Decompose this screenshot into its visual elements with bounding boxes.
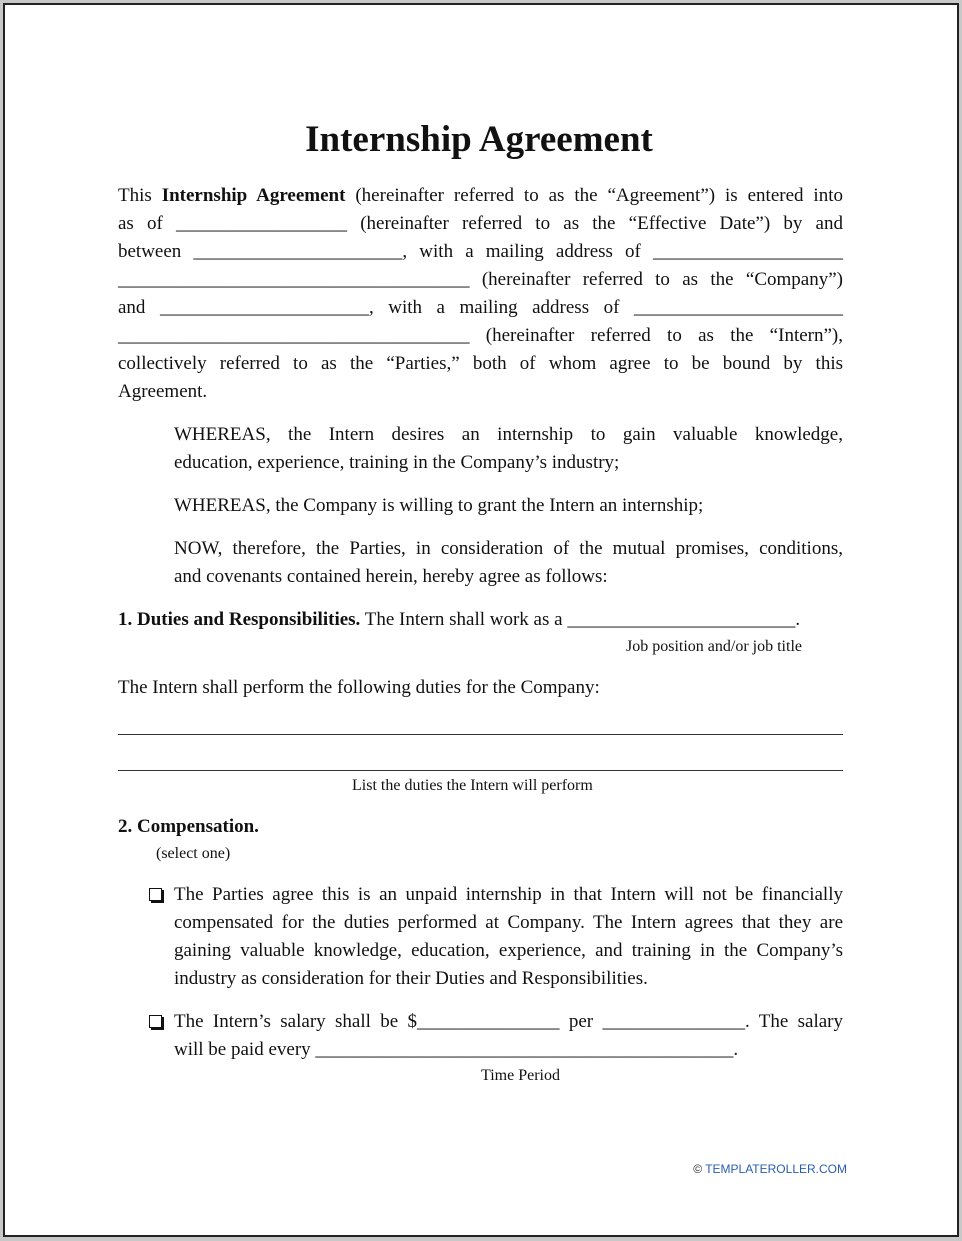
intro-line: as of __________________ (hereinafter referred to as the “Effective Date”) by and (118, 213, 843, 234)
section-2-heading: 2. Compensation. (118, 816, 259, 837)
duties-intro: The Intern shall perform the following duties for the Company: (118, 677, 600, 698)
now-line: NOW, therefore, the Parties, in consideration of the mutual promises, conditions, (174, 538, 843, 559)
footer-text: TEMPLATEROLLER.COM (705, 1162, 847, 1176)
intro-line: and ______________________, with a mailing address of ______________________ (118, 297, 843, 318)
select-one-note: (select one) (156, 845, 231, 862)
footer-link[interactable] (693, 1162, 847, 1176)
intro-text: This (118, 185, 152, 206)
option-unpaid-line: compensated for the duties performed at Company. The Intern agrees that they are (174, 912, 843, 933)
intro-line: between ______________________, with a mailing address of ____________________ (118, 241, 843, 262)
option-unpaid-line: The Parties agree this is an unpaid internship in that Intern will not be financially (174, 884, 843, 905)
whereas-line: WHEREAS, the Intern desires an internship to gain valuable knowledge, (174, 424, 843, 445)
whereas-line: WHEREAS, the Company is willing to grant the Intern an internship; (174, 495, 704, 516)
duties-caption: List the duties the Intern will perform (352, 777, 593, 794)
intro-text: (hereinafter referred to as the “Agreement”) is entered into (355, 185, 843, 206)
intro-line: Agreement. (118, 381, 208, 402)
option-salary-line: will be paid every ____________________________________________. (174, 1039, 739, 1060)
duties-blank-line[interactable] (118, 734, 843, 735)
option-unpaid-line: industry as consideration for their Duties and Responsibilities. (174, 968, 648, 989)
option-unpaid-line: gaining valuable knowledge, education, experience, and training in the Company’s (174, 940, 843, 961)
intro-bold: Internship Agreement (161, 185, 346, 206)
checkbox-unpaid[interactable] (149, 888, 162, 901)
job-title-caption: Job position and/or job title (626, 638, 802, 655)
time-period-caption: Time Period (481, 1067, 560, 1084)
intro-line: _____________________________________ (hereinafter referred to as the “Company”) (118, 269, 843, 290)
intro-line (118, 182, 843, 210)
option-salary-line: The Intern’s salary shall be $_______________ per _______________. The salary (174, 1011, 843, 1032)
section-1-heading: 1. Duties and Responsibilities. (118, 609, 361, 630)
copyright-symbol: © (693, 1162, 703, 1176)
section-1-text: The Intern shall work as a ________________________. (364, 609, 801, 630)
now-line: and covenants contained herein, hereby agree as follows: (174, 566, 608, 587)
duties-blank-line[interactable] (118, 770, 843, 771)
intro-line: collectively referred to as the “Parties,” both of whom agree to be bound by this (118, 353, 843, 374)
section-1-line (118, 606, 800, 634)
intro-line: _____________________________________ (hereinafter referred to as the “Intern”), (118, 325, 843, 346)
whereas-line: education, experience, training in the Company’s industry; (174, 452, 620, 473)
page-title: Internship Agreement (305, 119, 653, 160)
checkbox-salary[interactable] (149, 1015, 162, 1028)
